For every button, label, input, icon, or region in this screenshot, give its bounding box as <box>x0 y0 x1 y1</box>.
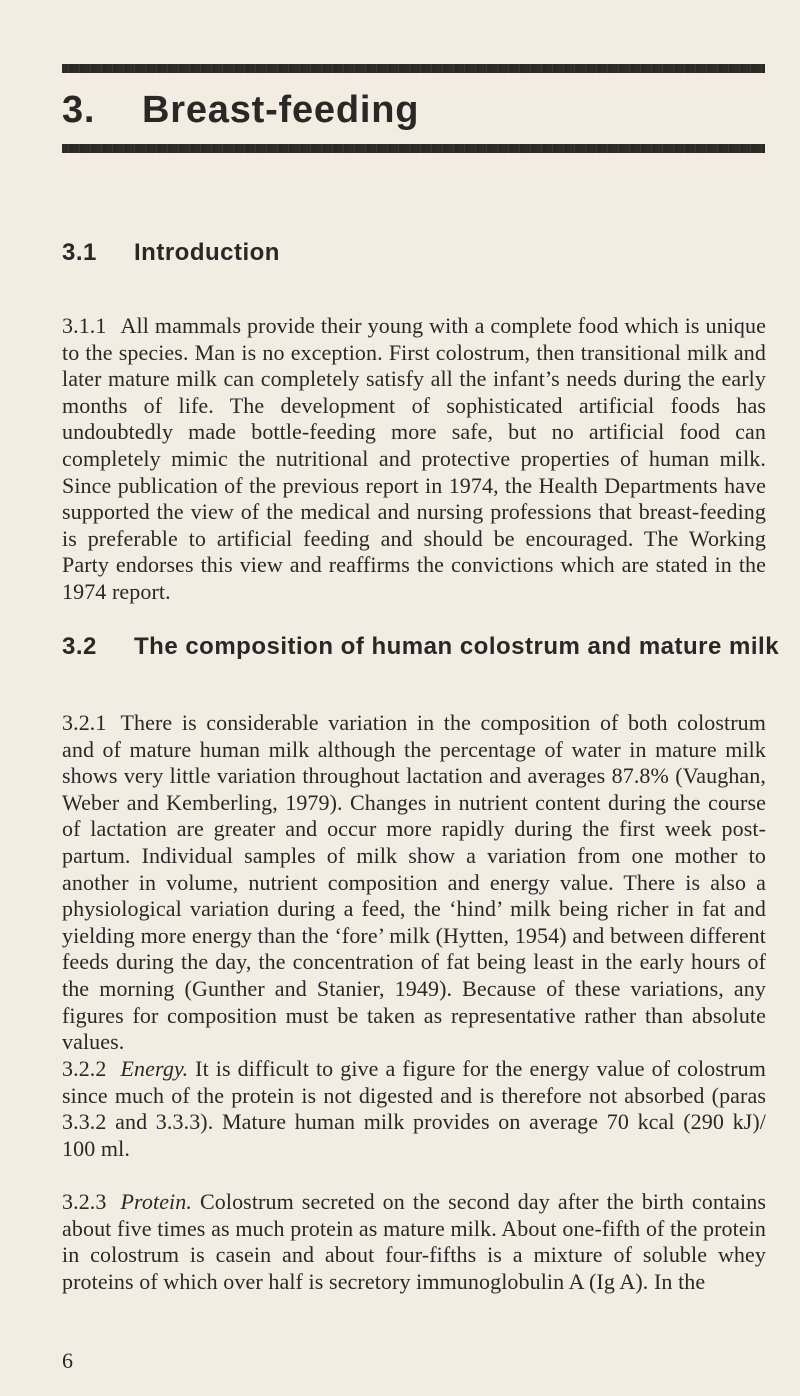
paragraph-3-1-1 <box>62 313 766 606</box>
paragraph-term: Protein. <box>120 1189 192 1214</box>
paragraph-number: 3.2.1 <box>62 710 107 735</box>
section-number: 3.1 <box>62 239 97 266</box>
section-number: 3.2 <box>62 633 97 660</box>
bottom-decorative-rule <box>62 144 765 153</box>
top-decorative-rule <box>62 64 765 73</box>
section-title: The composition of human colostrum and mature milk <box>134 633 780 660</box>
paragraph-number: 3.2.2 <box>62 1056 107 1081</box>
paragraph-3-2-3-protein <box>62 1189 766 1295</box>
chapter-number: 3. <box>62 89 96 131</box>
paragraph-3-2-2-energy <box>62 1056 766 1162</box>
paragraph-text: There is considerable variation in the composition of both colostrum and of mature human milk although the percentage of water in mature milk shows very little variation throughout lactation and averages 87.8% (Vaughan, Weber and Kemberling, 1979). Changes in nutrient content during the course of lactation are greater and occur more rapidly during the first week post-partum. Individual samples of milk show a variation from one mother to another in volume, nutrient composition and energy value. There is also a physiological variation during a feed, the ‘hind’ milk being richer in fat and yielding more energy than the ‘fore’ milk (Hytten, 1954) and between different feeds during the day, the concentration of fat being least in the early hours of the morning (Gunther and Stanier, 1949). Because of these variations, any figures for composition must be taken as representative rather than absolute values. <box>62 710 766 1055</box>
paragraph-text: All mammals provide their young with a complete food which is unique to the species. Man is no exception. First colostrum, then transitional milk and later mature milk can completely satisfy all the infant’s needs during the early months of life. The development of sophisticated artificial foods has undoubtedly made bottle-feeding more safe, but no artificial food can completely mimic the nutritional and protective properties of human milk. Since publication of the previous report in 1974, the Health Departments have supported the view of the medical and nursing professions that breast-feeding is preferable to artificial feeding and should be encouraged. The Working Party endorses this view and reaffirms the convictions which are stated in the 1974 report. <box>62 313 766 604</box>
page-number: 6 <box>62 1348 73 1373</box>
chapter-title-text: Breast-feeding <box>142 89 420 131</box>
paragraph-number: 3.1.1 <box>62 313 107 338</box>
chapter-title <box>62 86 419 134</box>
paragraph-term: Energy. <box>120 1056 189 1081</box>
section-title: Introduction <box>134 239 280 266</box>
paragraph-3-2-1 <box>62 710 766 1056</box>
paragraph-number: 3.2.3 <box>62 1189 107 1214</box>
paragraph-text: It is difficult to give a figure for the energy value of colostrum since much of the protein is not digested and is therefore not absorbed (paras 3.3.2 and 3.3.3). Mature human milk provides on average 70 kcal (290 kJ)/ 100 ml. <box>62 1056 766 1161</box>
paragraph-text: Colostrum secreted on the second day after the birth contains about five times as much protein as mature milk. About one-fifth of the protein in colostrum is casein and about four-fifths is a mixture of soluble whey proteins of which over half is secretory immunoglobulin A (Ig A). In the <box>62 1189 766 1294</box>
section-heading-composition <box>62 632 779 662</box>
section-heading-introduction <box>62 238 280 268</box>
